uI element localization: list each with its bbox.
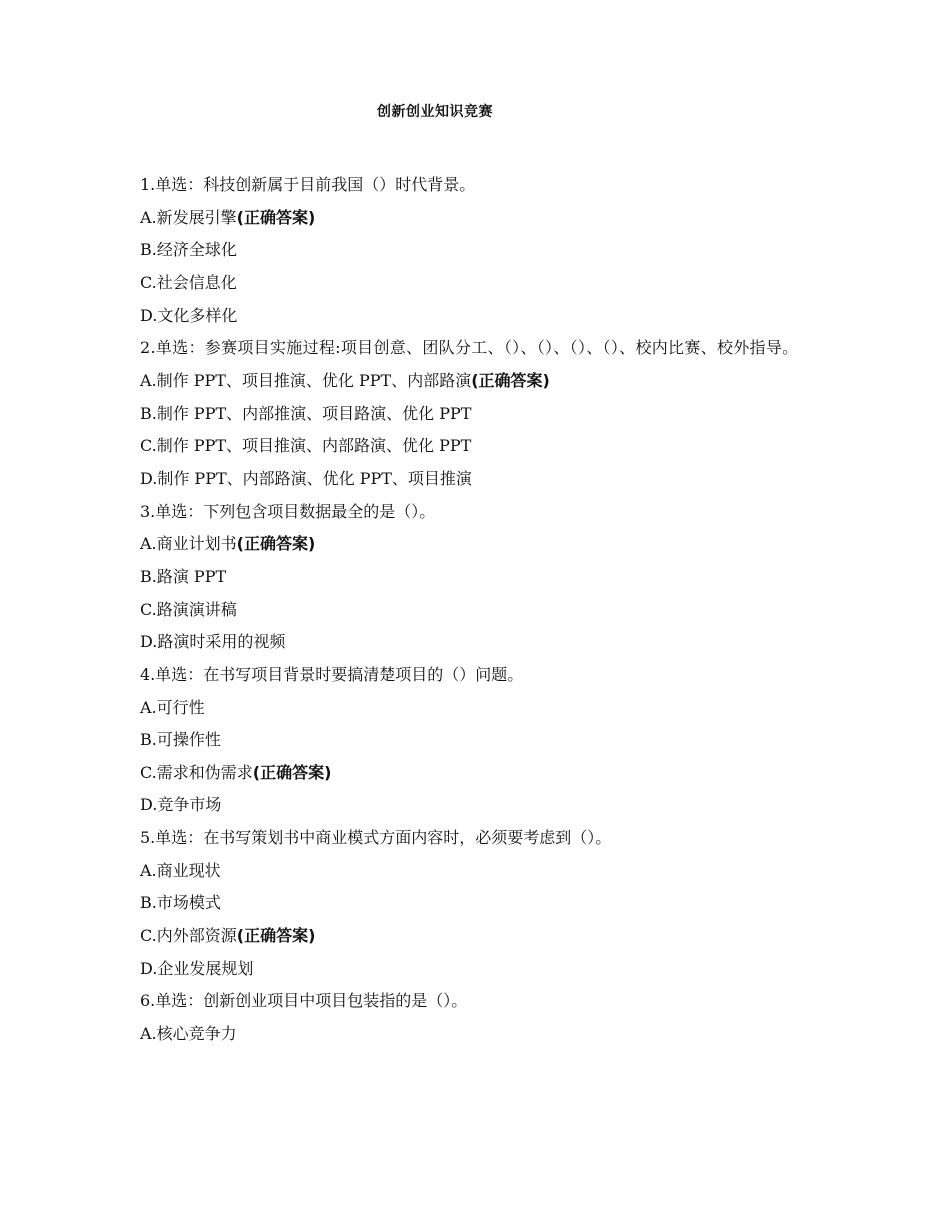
option-c: C.路演演讲稿 [140,599,237,619]
page-title: 创新创业知识竞赛 [377,104,493,120]
option-d: D.竞争市场 [140,795,222,815]
correct-answer-tag: (正确答案) [236,207,316,227]
question-stem: 5.单选：在书写策划书中商业模式方面内容时，必须要考虑到（）。 [140,828,612,848]
option-a [140,365,820,398]
option-text: A.商业计划书 [140,534,237,554]
question-list [140,169,820,1051]
correct-answer-tag: (正确答案) [236,534,316,554]
option-text: C.内外部资源 [140,926,237,946]
question-5 [140,822,820,985]
question-1 [140,169,820,332]
option-b: B.市场模式 [140,893,221,913]
option-b: B.经济全球化 [140,240,237,260]
option-text: A.制作 PPT、项目推演、优化 PPT、内部路演 [140,370,472,390]
option-c [140,920,820,953]
option-d: D.文化多样化 [140,305,238,325]
question-stem: 6.单选：创新创业项目中项目包装指的是（）。 [140,991,468,1011]
option-a: A.核心竞争力 [140,1024,237,1044]
option-a: A.商业现状 [140,860,221,880]
question-stem: 1.单选：科技创新属于目前我国（）时代背景。 [140,175,476,194]
question-2 [140,332,820,495]
option-d: D.制作 PPT、内部路演、优化 PPT、项目推演 [140,468,472,488]
question-stem: 4.单选：在书写项目背景时要搞清楚项目的（）问题。 [140,664,524,684]
question-6 [140,985,820,1050]
correct-answer-tag: (正确答案) [252,762,332,782]
option-c [140,757,820,790]
option-a [140,202,820,235]
option-a [140,528,820,561]
option-text: A.新发展引擎 [140,207,237,227]
option-d: D.路演时采用的视频 [140,632,286,652]
question-4 [140,659,820,822]
correct-answer-tag: (正确答案) [471,370,550,390]
option-c: C.社会信息化 [140,272,237,292]
option-text: C.需求和伪需求 [140,762,253,782]
option-b: B.制作 PPT、内部推演、项目路演、优化 PPT [140,403,472,423]
correct-answer-tag: (正确答案) [236,926,316,946]
option-b: B.路演 PPT [140,566,227,586]
question-3 [140,496,820,659]
option-c: C.制作 PPT、项目推演、内部路演、优化 PPT [140,436,472,456]
option-a: A.可行性 [140,697,205,717]
question-stem: 2.单选：参赛项目实施过程:项目创意、团队分工、（）、（）、（）、（）、校内比赛、校外指导。 [140,338,799,358]
question-stem: 3.单选：下列包含项目数据最全的是（）。 [140,501,436,521]
option-b: B.可操作性 [140,730,221,750]
option-d: D.企业发展规划 [140,958,254,978]
